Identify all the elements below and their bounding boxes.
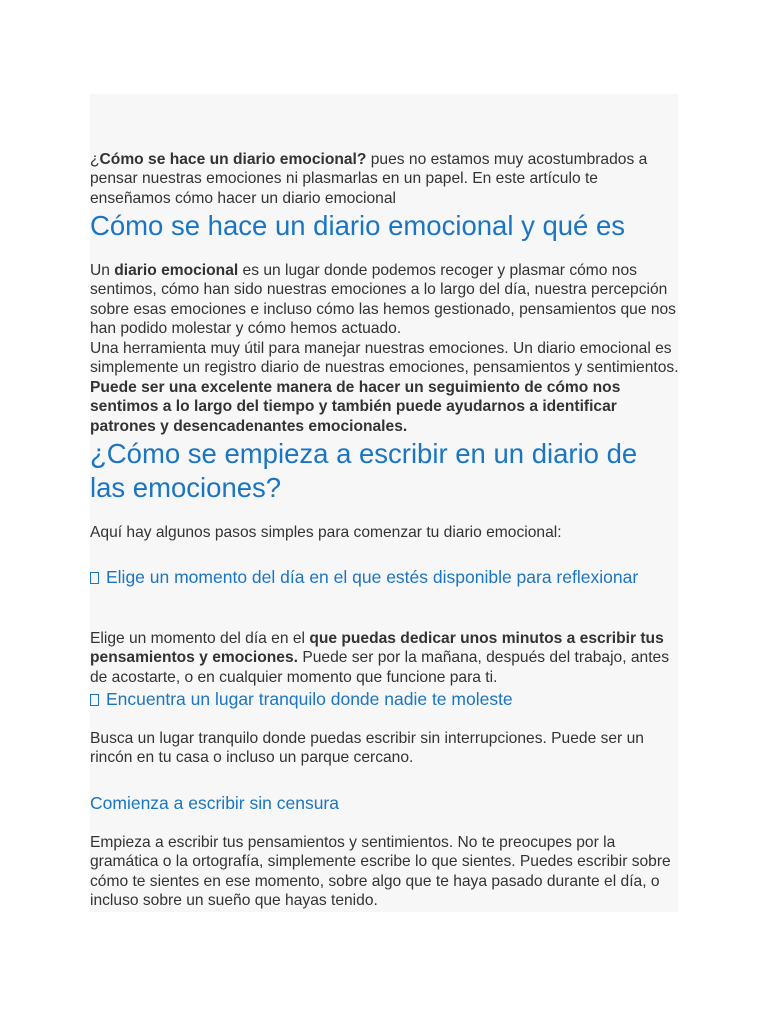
step3-heading: Comienza a escribir sin censura xyxy=(90,793,339,813)
step3-paragraph: Empieza a escribir tus pensamientos y sentimientos. No te preocupes por la gramática o la ortografía, simplemente escribe lo que sientes. Puedes escribir sobre cómo te sientes en ese momento, sobre algo que te haya pasado durante el día, o incluso sobre un sueño que hayas tenido. xyxy=(90,834,671,910)
document-panel xyxy=(90,94,678,912)
step2-paragraph: Busca un lugar tranquilo donde puedas escribir sin interrupciones. Puede ser un rincón en tu casa o incluso un parque cercano. xyxy=(90,730,644,767)
step1-text-rest: Puede ser por la mañana, después del trabajo, antes de acostarte, o en cualquier momento que funcione para ti. xyxy=(90,649,670,686)
intro-bold-question: Cómo se hace un diario emocional? xyxy=(99,151,367,168)
step2-heading-text: Encuentra un lugar tranquilo donde nadie te moleste xyxy=(106,689,513,709)
intro-text: pues no estamos muy acostumbrados a pensar nuestras emociones ni plasmarlas en un papel. En este artículo te enseñamos cómo hacer un diario emocional xyxy=(90,151,648,207)
step1-heading-text: Elige un momento del día en el que estés disponible para reflexionar xyxy=(106,567,639,587)
missing-glyph-box-icon xyxy=(90,694,99,706)
section1-p1-bold: diario emocional xyxy=(114,262,239,279)
section2-heading: ¿Cómo se empieza a escribir en un diario de las emociones? xyxy=(90,438,638,503)
intro-prefix: ¿ xyxy=(90,151,100,168)
step1-text-start: Elige un momento del día en el xyxy=(90,630,310,647)
step1-paragraph xyxy=(90,629,678,687)
section1-p2-start: Una herramienta muy útil para manejar nuestras emociones. Un diario emocional es simplemente un registro diario de nuestras emociones, pensamientos y sentimientos. xyxy=(90,340,679,377)
step1-heading xyxy=(90,566,678,589)
section1-p1-start: Un xyxy=(90,262,115,279)
section1-paragraph1 xyxy=(90,261,678,339)
step1-text-bold: que puedas dedicar unos minutos a escribir tus pensamientos y emociones. xyxy=(90,630,664,667)
section1-heading: Cómo se hace un diario emocional y qué es xyxy=(90,210,626,241)
intro-paragraph xyxy=(90,150,678,208)
section2-intro: Aquí hay algunos pasos simples para comenzar tu diario emocional: xyxy=(90,524,562,541)
missing-glyph-box-icon xyxy=(90,572,99,584)
step2-heading xyxy=(90,688,678,711)
section1-p1-rest: es un lugar donde podemos recoger y plasmar cómo nos sentimos, cómo han sido nuestras emociones a lo largo del día, nuestra percepción sobre esas emociones e incluso cómo las hemos gestionado, pensamientos que nos han podido molestar y cómo hemos actuado. xyxy=(90,262,676,338)
section1-paragraph2 xyxy=(90,339,680,436)
section1-p2-bold: Puede ser una excelente manera de hacer un seguimiento de cómo nos sentimos a lo largo del tiempo y también puede ayudarnos a identificar patrones y desencadenantes emocionales. xyxy=(90,378,621,435)
